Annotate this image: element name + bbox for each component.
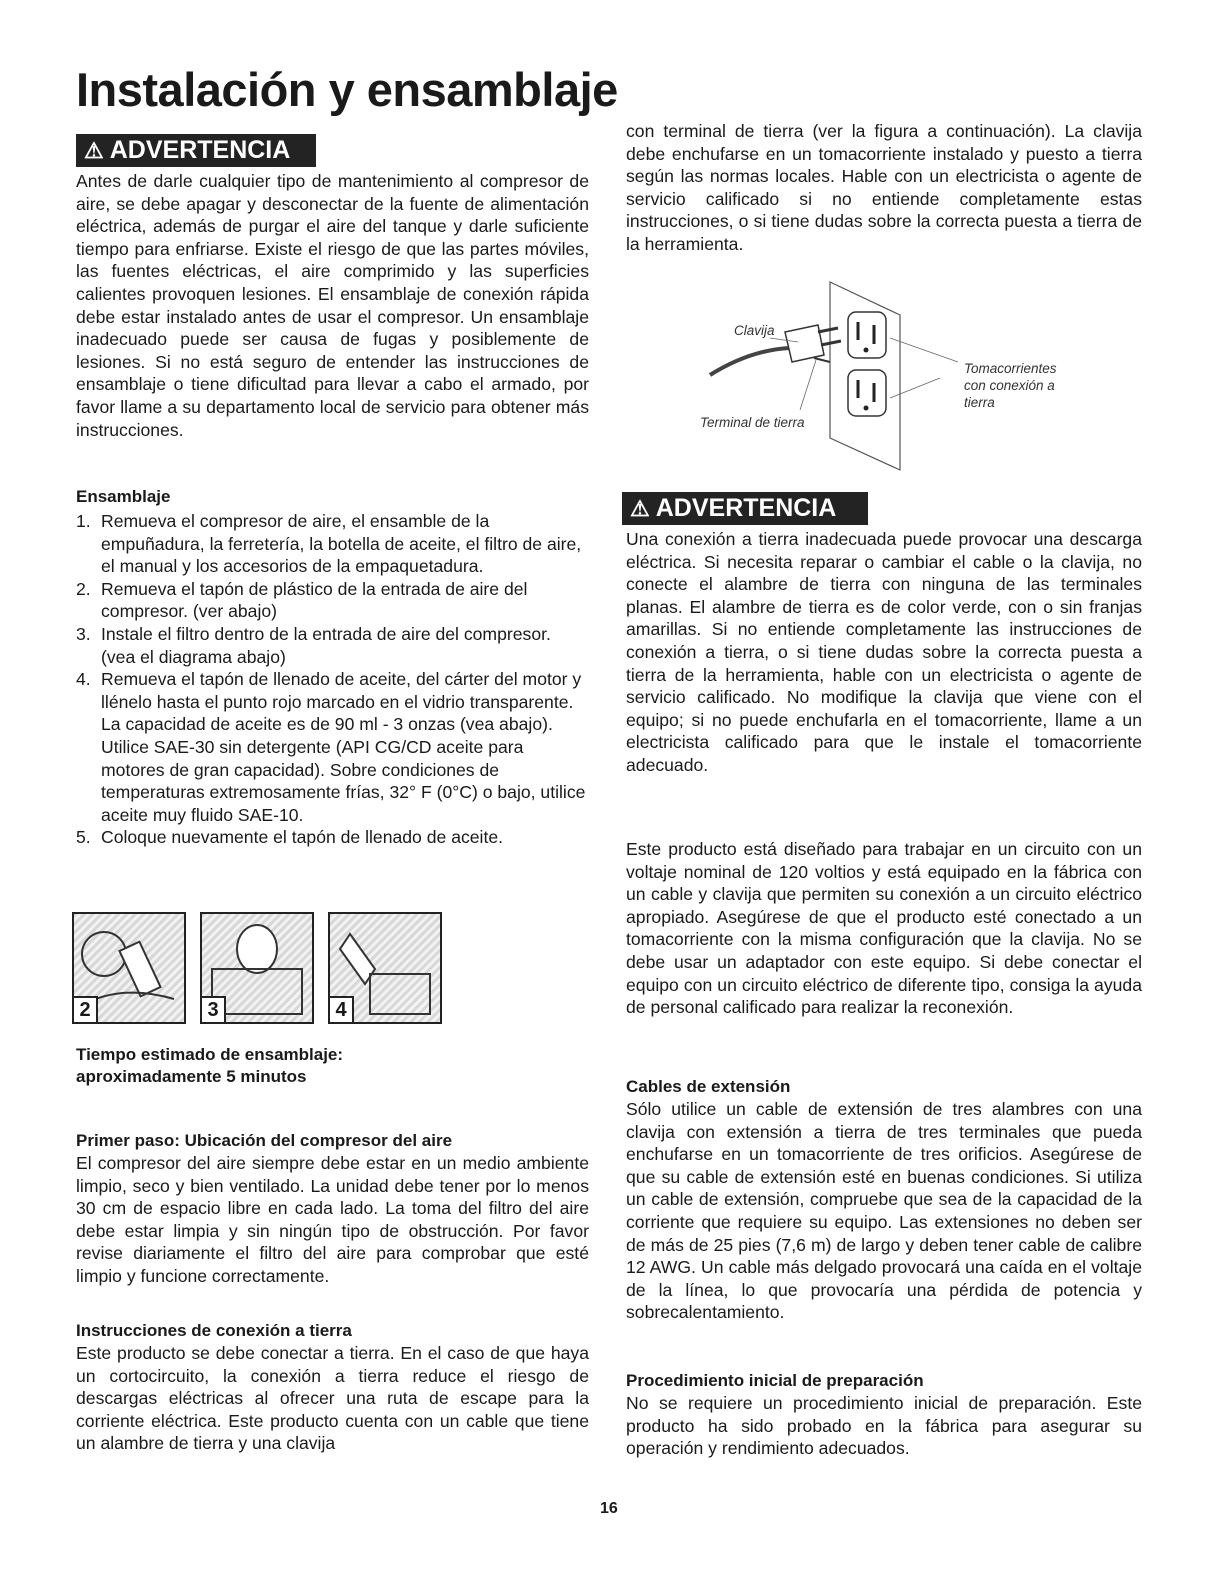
outlets-label: Tomacorrientes con conexión a tierra [964,361,1057,410]
assembly-steps [76,510,589,849]
plug-label: Clavija [734,323,775,338]
photo-number: 4 [330,996,354,1022]
list-item: 2. Remueva el tapón de plástico de la entrada de aire del compresor. (ver abajo) [76,578,528,622]
warning-label: ADVERTENCIA [109,136,291,164]
step1-text: El compresor del aire siempre debe estar en un medio ambiente limpio, seco y bien ventilado. La unidad debe tener por lo menos 30 cm de espacio libre en cada lado. La toma del filtro del aire debe estar limpia y sin ningún tipo de obstrucción. Por favor revise diariamente el filtro del aire para comprobar que esté limpio y funcione correctamente. [76,1153,589,1286]
page-title: Instalación y ensamblaje [76,63,618,116]
ground-terminal-label: Terminal de tierra [700,415,805,430]
photo-step-3 [200,912,314,1024]
warning-triangle-icon: ⚠ [84,138,104,163]
ground-text: Este producto se debe conectar a tierra. En el caso de que haya un cortocircuito, la conexión a tierra reduce el riesgo de descargas eléctricas al ofrecer una ruta de escape para la corriente eléctrica. Este producto cuenta con un cable que tiene un alambre de tierra y una clavija [76,1343,589,1454]
circuit-text: Este producto está diseñado para trabajar en un circuito con un voltaje nominal de 120 voltios y está equipado en la fábrica con un cable y clavija que permiten su conexión a un circuito eléctrico apropiado. Asegúrese de que el producto esté conectado a un tomacorriente con la misma configuración que la clavija. No se debe usar un adaptador con este equipo. Si debe conectar el equipo con un circuito eléctrico de diferente tipo, consiga la ayuda de personal calificado para realizar la reconexión. [626,839,1142,1018]
step1-heading: Primer paso: Ubicación del compresor del aire [76,1131,453,1150]
warning-banner-1 [76,134,316,167]
warning-triangle-icon: ⚠ [630,496,650,521]
prep-heading: Procedimiento inicial de preparación [626,1371,924,1390]
list-item: 4. Remueva el tapón de llenado de aceite, del cárter del motor y llénelo hasta el punto rojo marcado en el vidrio transparente. La capacidad de aceite es de 90 ml - 3 onzas (vea abajo). Utilice SAE-30 sin detergente (API CG/CD aceite para motores de gran capacidad). Sobre condiciones de temperaturas extremosamente frías, 32° F (0°C) o bajo, utilice aceite muy fluido SAE-10. [76,669,586,825]
photo-number: 3 [202,996,226,1022]
photo-step-2 [72,912,186,1024]
warning-text-2: Una conexión a tierra inadecuada puede provocar una descarga eléctrica. Si necesita reparar o cambiar el cable o la clavija, no conecte el alambre de tierra con ninguna de las terminales planas. El alambre de tierra es de color verde, con o sin franjas amarillas. Si no entiende completamente las instrucciones de conexión a tierra, o si tiene dudas sobre la correcta puesta a tierra de la herramienta, hable con un electricista o agente de servicio calificado. No modifique la clavija que viene con el equipo; si no puede enchufarla en el tomacorriente, llame a un electricista calificado para que le instale el tomacorriente adecuado. [626,529,1142,775]
photo-step-4 [328,912,442,1024]
assembly-heading: Ensamblaje [76,487,171,506]
photo-number: 2 [74,996,98,1022]
list-item: 5. Coloque nuevamente el tapón de llenado de aceite. [76,827,504,848]
prep-text: No se requiere un procedimiento inicial de preparación. Este producto ha sido probado en la fábrica para asegurar su operación y rendimiento adecuados. [626,1393,1142,1459]
warning-text-1: Antes de darle cualquier tipo de mantenimiento al compresor de aire, se debe apagar y desconectar de la fuente de alimentación eléctrica, además de purgar el aire del tanque y darle suficiente tiempo para enfriarse. Existe el riesgo de que las partes móviles, las fuentes eléctricas, el aire comprimido y las superficies calientes provoquen lesiones. El ensamblaje de conexión rápida debe estar instalado antes de usar el compresor. Un ensamblaje inadecuado puede ser causa de fugas y posiblemente de lesiones. Si no está seguro de entender las instrucciones de ensamblaje o tiene dificultad para llevar a cabo el armado, por favor llame a su departamento local de servicio para obtener más instrucciones. [76,171,589,440]
ground-text-continued: con terminal de tierra (ver la figura a continuación). La clavija debe enchufarse en un tomacorriente instalado y puesto a tierra según las normas locales. Hable con un electricista o agente de servicio calificado si no entiende completamente estas instrucciones, o si tiene dudas sobre la correcta puesta a tierra de la herramienta. [626,121,1142,254]
ext-text: Sólo utilice un cable de extensión de tres alambres con una clavija con extensión a tierra de tres terminales que pueda enchufarse en un tomacorriente de tres orificios. Asegúrese de que su cable de extensión esté en buenas condiciones. Si utiliza un cable de extensión, compruebe que sea de la capacidad de la corriente que requiere su equipo. Las extensiones no deben ser de más de 25 pies (7,6 m) de largo y deben tener cable de calibre 12 AWG. Un cable más delgado provocará una caída en el voltaje de la línea, lo que provocaría una pérdida de potencia y sobrecalentamiento. [626,1099,1142,1323]
list-item: 1. Remueva el compresor de aire, el ensamble de la empuñadura, la ferretería, la botella de aceite, el filtro de aire, el manual y los accesorios de la empaquetadura. [76,511,582,577]
ext-heading: Cables de extensión [626,1077,791,1096]
time-heading: Tiempo estimado de ensamblaje: aproximadamente 5 minutos [76,1045,344,1086]
list-item: 3. Instale el filtro dentro de la entrada de aire del compresor. (vea el diagrama abajo) [76,623,551,667]
warning-label: ADVERTENCIA [655,494,837,522]
ground-heading: Instrucciones de conexión a tierra [76,1321,352,1340]
page-number: 16 [600,1500,618,1517]
warning-banner-2 [622,492,868,525]
